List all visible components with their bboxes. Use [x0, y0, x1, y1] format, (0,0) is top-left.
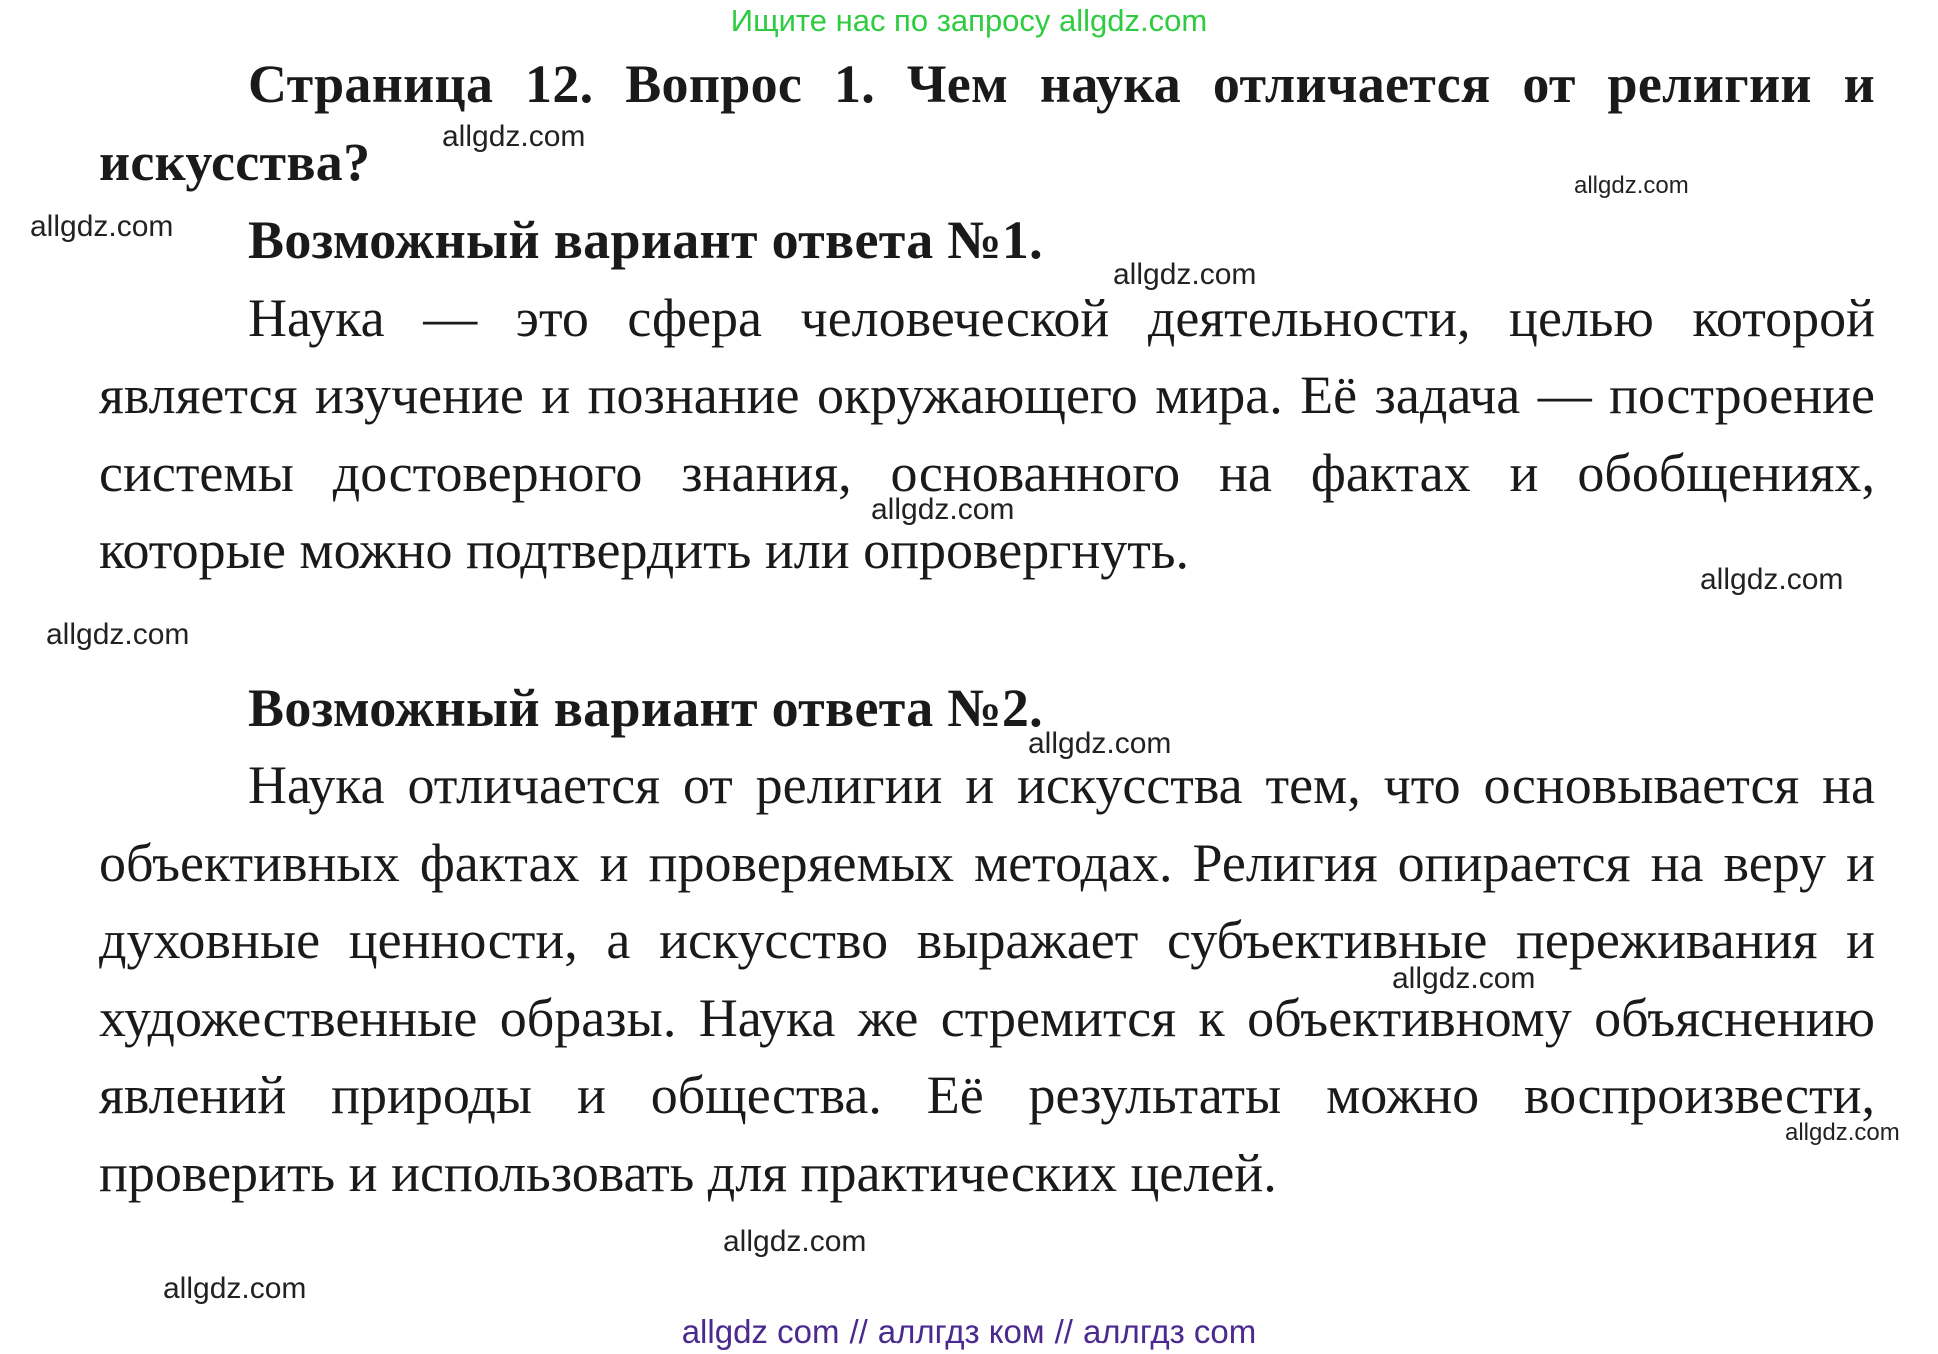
footer-separator: //: [849, 1313, 868, 1350]
watermark: allgdz.com: [1392, 962, 1536, 995]
footer-separator: //: [1054, 1313, 1073, 1350]
footer-link-1[interactable]: allgdz com: [681, 1313, 840, 1350]
variant-2-answer: Наука отличается от религии и искусства тем, что основывается на объективных фактах и проверяемых методах. Религия опирается на веру и духовные ценности, а искусство выражает субъективные переживания и художественные образы. Наука же стремится к объективному объяснению явлений природы и общества. Её результаты можно воспроизвести, проверить и использовать для практических целей.: [99, 755, 1875, 1203]
footer-links: [0, 1312, 1938, 1352]
variant-1-title: Возможный вариант ответа №1.: [248, 210, 1043, 270]
watermark: allgdz.com: [442, 120, 586, 153]
content: [99, 46, 1875, 1212]
question-heading: Страница 12. Вопрос 1. Чем наука отличается от религии и искусства?: [99, 54, 1875, 192]
variant-1-answer: Наука — это сфера человеческой деятельности, целью которой является изучение и познание окружающего мира. Её задача — построение системы достоверного знания, основанного на фактах и обобщениях, которые можно подтвердить или опровергнуть.: [99, 287, 1875, 580]
watermark: allgdz.com: [30, 210, 174, 243]
watermark: allgdz.com: [1574, 172, 1689, 199]
watermark: allgdz.com: [46, 618, 190, 651]
watermark: allgdz.com: [1700, 563, 1844, 596]
watermark: allgdz.com: [163, 1272, 307, 1305]
watermark: allgdz.com: [1028, 727, 1172, 760]
variant-2-title: Возможный вариант ответа №2.: [248, 677, 1043, 738]
watermark: allgdz.com: [1113, 258, 1257, 291]
footer-link-2[interactable]: аллгдз ком: [877, 1313, 1045, 1350]
search-hint[interactable]: Ищите нас по запросу allgdz.com: [730, 3, 1208, 38]
watermark: allgdz.com: [1785, 1119, 1900, 1146]
watermark: allgdz.com: [723, 1225, 867, 1258]
footer-link-3[interactable]: аллгдз com: [1082, 1313, 1257, 1350]
watermark: allgdz.com: [871, 493, 1015, 526]
